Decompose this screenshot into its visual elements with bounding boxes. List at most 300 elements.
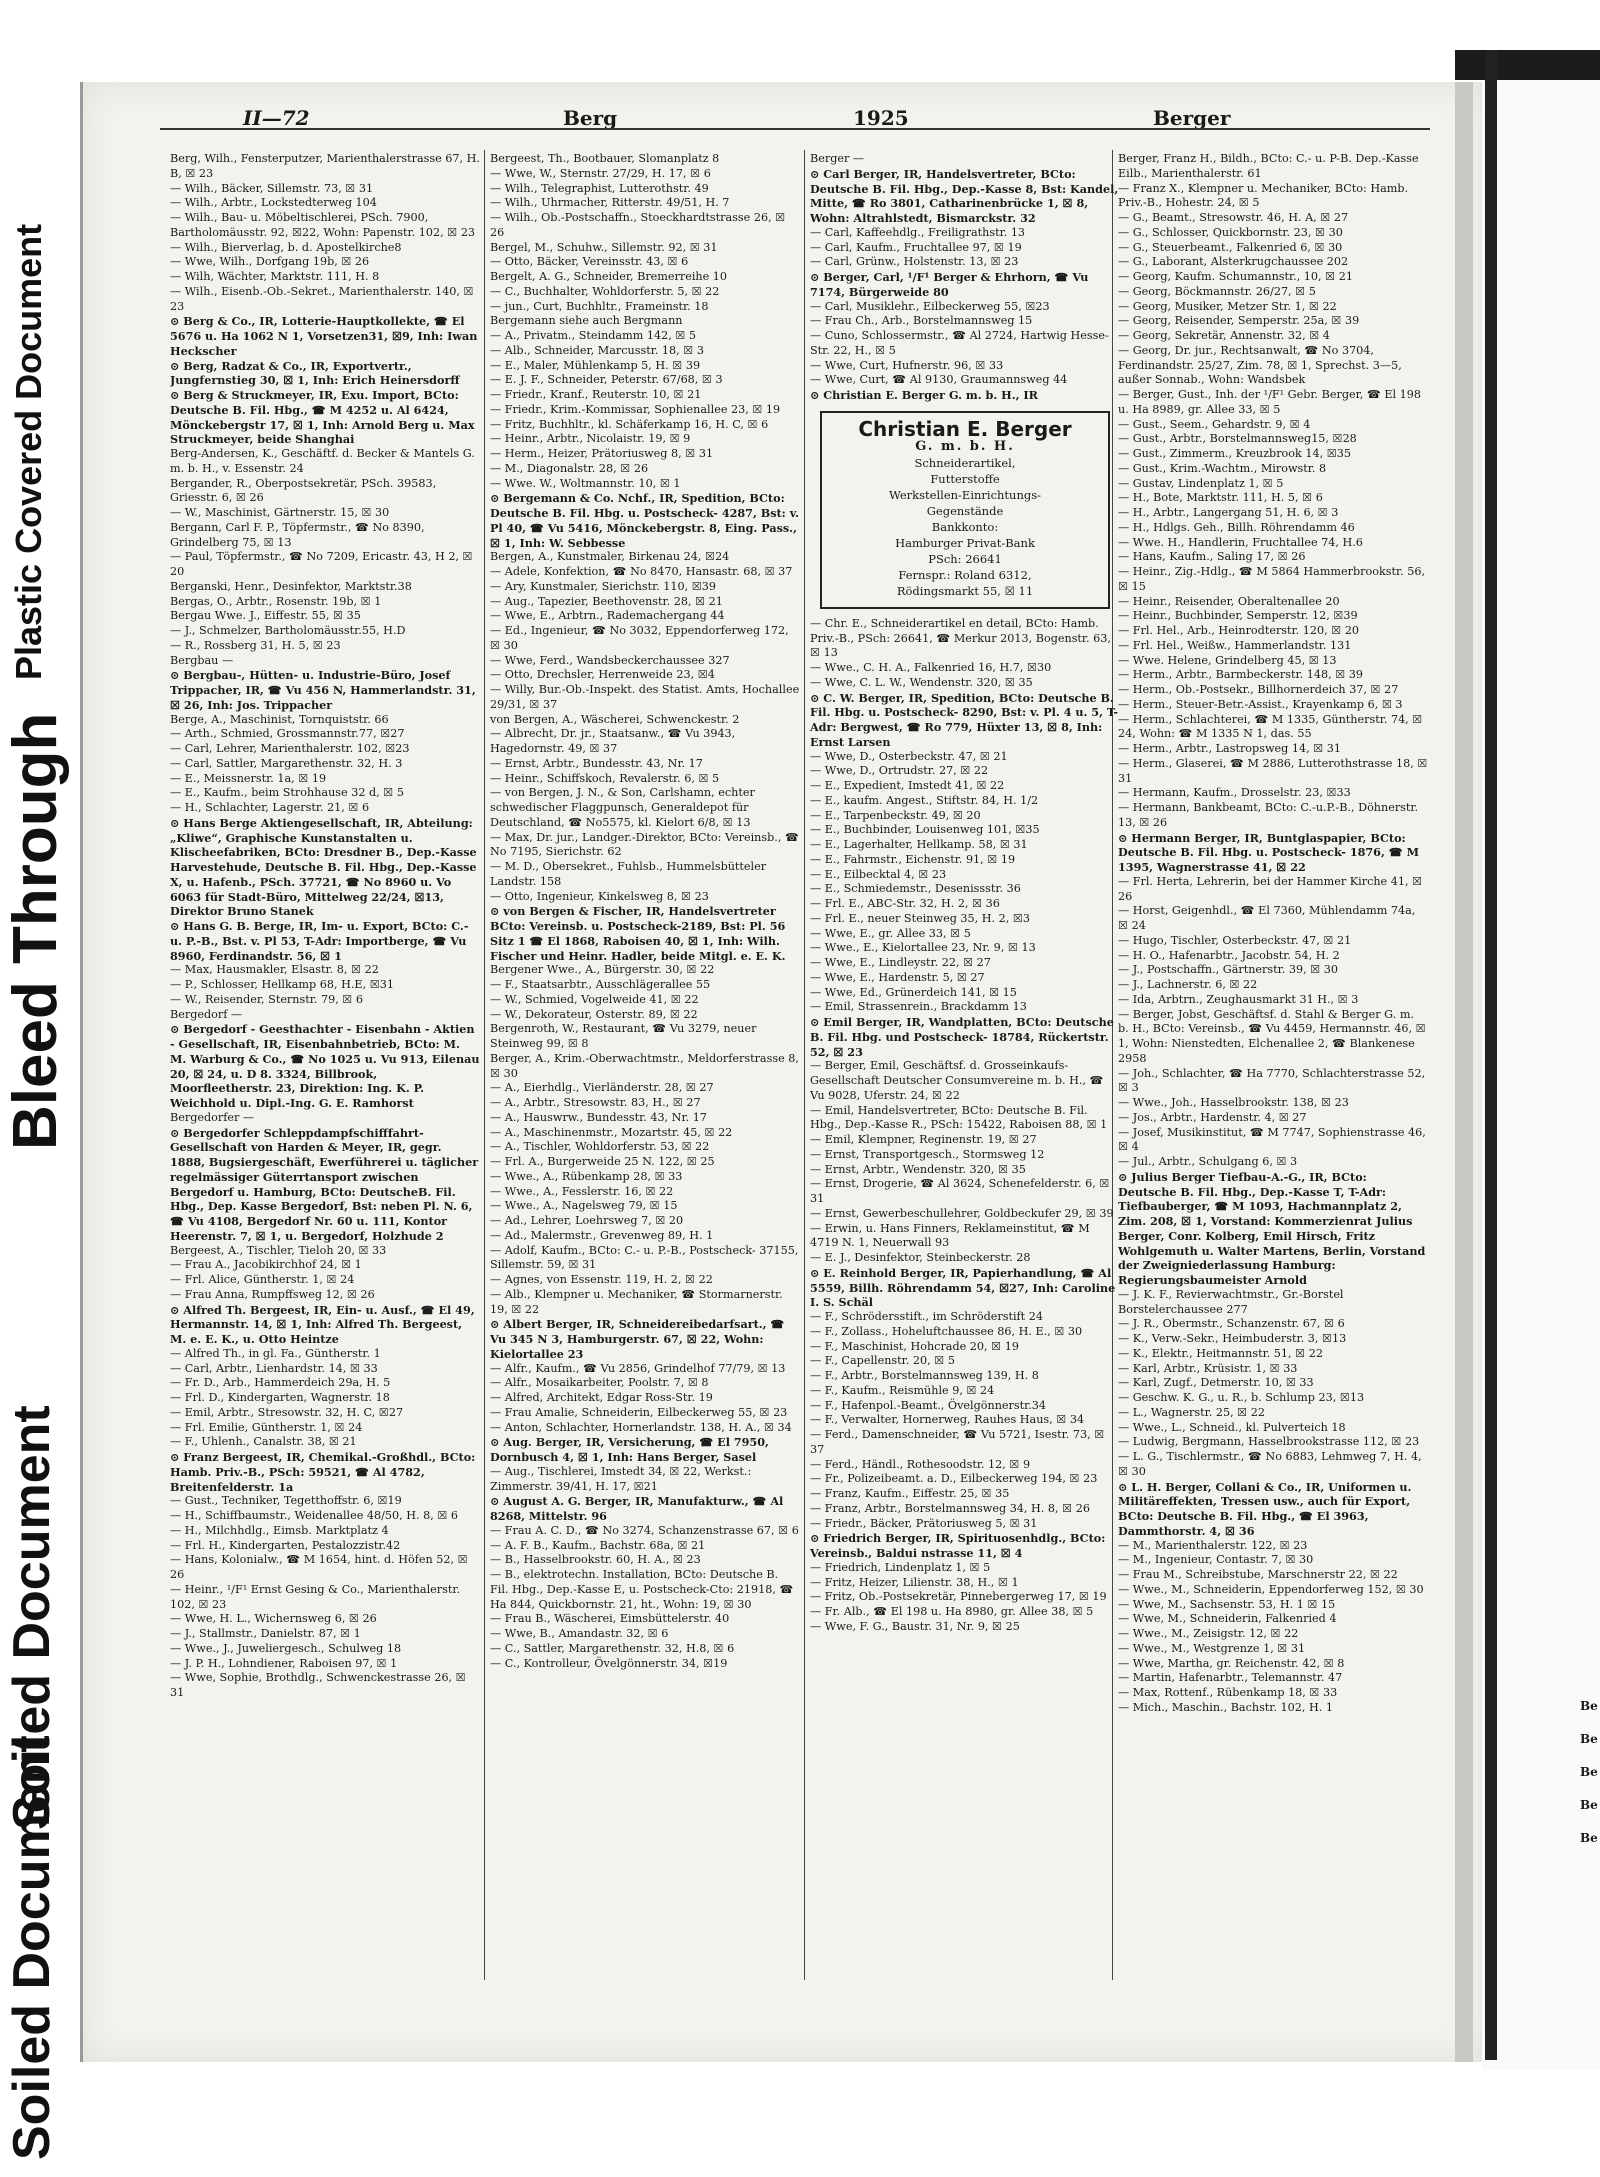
directory-entry: Bergen, A., Kunstmaler, Birkenau 24, ☒24 <box>490 550 730 564</box>
directory-entry: — Fritz, Ob.-Postsekretär, Pinnebergerweg 17, ☒ 19 <box>810 1590 1107 1604</box>
directory-entry: Bergander, R., Oberpostsekretär, PSch. 39583, Griesstr. 6, ☒ 26 <box>170 476 437 505</box>
directory-entry: — F., Kaufm., Reismühle 9, ☒ 24 <box>810 1383 995 1397</box>
directory-entry: — Otto, Ingenieur, Kinkelsweg 8, ☒ 23 <box>490 889 709 903</box>
directory-entry: — J., Stallmstr., Danielstr. 87, ☒ 1 <box>170 1627 361 1640</box>
directory-entry: — Aug., Tischlerei, Imstedt 34, ☒ 22, Werkst.: Zimmerstr. 39/41, H. 17, ☒21 <box>490 1464 752 1493</box>
directory-entry: — Frl. E., ABC-Str. 32, H. 2, ☒ 36 <box>810 897 1000 910</box>
ad-line: Gegenstände <box>926 503 1004 518</box>
directory-entry: — Herm., Arbtr., Lastropsweg 14, ☒ 31 <box>1118 742 1342 755</box>
directory-entry: — C., Sattler, Margarethenstr. 32, H.8, ☒ 6 <box>490 1641 735 1655</box>
edge-letter: Be <box>1580 1831 1598 1845</box>
directory-entry: — Wwe, E., gr. Allee 33, ☒ 5 <box>810 926 971 940</box>
ad-line: PSch: 26641 <box>928 551 1002 566</box>
ad-line: Schneiderartikel, <box>914 455 1016 470</box>
side-label-soiled: Soiled Document <box>3 1405 61 1830</box>
directory-entry: — Ernst, Arbtr., Bundesstr. 43, Nr. 17 <box>490 756 703 770</box>
directory-entry: — Ida, Arbtrn., Zeughausmarkt 31 H., ☒ 3 <box>1118 992 1359 1006</box>
directory-entry: — F., Maschinist, Hohcrade 20, ☒ 19 <box>810 1339 1019 1353</box>
directory-entry: — Jul., Arbtr., Schulgang 6, ☒ 3 <box>1118 1155 1298 1168</box>
directory-entry: — Georg, Sekretär, Annenstr. 32, ☒ 4 <box>1118 329 1330 342</box>
directory-entry: — C., Kontrolleur, Övelgönnerstr. 34, ☒19 <box>490 1656 728 1670</box>
directory-entry: — Gust., Techniker, Tegetthoffstr. 6, ☒19 <box>170 1494 402 1508</box>
directory-entry: ⊙ Christian E. Berger G. m. b. H., IR <box>810 388 1038 402</box>
directory-entry: — Wwe, W., Sternstr. 27/29, H. 17, ☒ 6 <box>490 166 711 180</box>
directory-entry: — Arth., Schmied, Grossmannstr.77, ☒27 <box>170 727 405 741</box>
first-keyword: Berg <box>563 106 618 130</box>
directory-entry: — F., Schrödersstift., im Schröderstift 24 <box>810 1310 1043 1323</box>
directory-entry: — Heinr., Zig.-Hdlg., ☎ M 5864 Hammerbrookstr. 56, ☒ 15 <box>1118 565 1426 593</box>
directory-entry: — Frl. H., Kindergarten, Pestalozzistr.42 <box>170 1538 401 1552</box>
directory-entry: — Max, Dr. jur., Landger.-Direktor, BCto: Vereinsb., ☎ No 7195, Sierichstr. 62 <box>490 830 799 859</box>
directory-entry: — M., Ingenieur, Contastr. 7, ☒ 30 <box>1118 1553 1314 1567</box>
directory-entry: — Frl. Hel., Weißw., Hammerlandstr. 131 <box>1118 638 1352 652</box>
directory-entry: — Frau Ch., Arb., Borstelmannsweg 15 <box>810 314 1033 328</box>
directory-entry: — Otto, Bäcker, Vereinsstr. 43, ☒ 6 <box>490 255 689 269</box>
directory-entry: ⊙ Julius Berger Tiefbau-A.-G., IR, BCto: Deutsche B. Fil. Hbg., Dep.-Kasse T, T-Adr: Tiefbauberger, ☎ M 1093, Hachmannplatz 2, Zim. 208, ☒ 1, Vorstand: Kommerzienrat Julius Berger, Conr. Kolberg, Emil Hirsch, Fritz Wohlgemuth u. Walter Martens, Berlin, Vorstand der Zweigniederlassung Hamburg: Regierungsbaumeister Arnold <box>1118 1169 1426 1287</box>
year: 1925 <box>853 106 909 130</box>
directory-entry: — F., Hafenpol.-Beamt., Övelgönnerstr.34 <box>810 1398 1047 1412</box>
directory-entry: — Frau B., Wäscherei, Eimsbüttelerstr. 40 <box>490 1612 730 1626</box>
directory-entry: — E., Buchbinder, Louisenweg 101, ☒35 <box>810 823 1040 837</box>
directory-entry: Bergas, O., Arbtr., Rosenstr. 19b, ☒ 1 <box>170 594 382 608</box>
directory-entry: — Hermann, Kaufm., Drosselstr. 23, ☒33 <box>1118 786 1351 800</box>
directory-entry: — A., Tischler, Wohldorferstr. 53, ☒ 22 <box>490 1140 710 1154</box>
directory-entry: — Adolf, Kaufm., BCto: C.- u. P.-B., Postscheck- 37155, Sillemstr. 59, ☒ 31 <box>490 1243 799 1272</box>
directory-entry: — H., Bote, Marktstr. 111, H. 5, ☒ 6 <box>1118 491 1323 505</box>
directory-entry: — Wwe, F. G., Baustr. 31, Nr. 9, ☒ 25 <box>810 1619 1020 1633</box>
directory-entry: — Fritz, Heizer, Lilienstr. 38, H., ☒ 1 <box>810 1575 1019 1589</box>
column-4 <box>1118 152 1428 1982</box>
directory-entry: — W., Schmied, Vogelweide 41, ☒ 22 <box>490 992 699 1006</box>
directory-entry: — Heinr., ¹/F¹ Ernst Gesing & Co., Marienthalerstr. 102, ☒ 23 <box>170 1582 461 1611</box>
page-gutter-shadow <box>1455 82 1473 2062</box>
directory-entry: Bergenroth, W., Restaurant, ☎ Vu 3279, neuer Steinweg 99, ☒ 8 <box>490 1022 757 1050</box>
directory-entry: — Wwe., A., Rübenkamp 28, ☒ 33 <box>490 1169 683 1183</box>
directory-entry: Bergelt, A. G., Schneider, Bremerreihe 10 <box>490 270 728 283</box>
directory-entry: ⊙ Bergedorf - Geesthachter - Eisenbahn - Aktien - Gesellschaft, IR, Eisenbahnbetrieb, BCto: M. M. Warburg & Co., ☎ No 1025 u. Vu 913, Eilenau 20, ☒ 24, u. D 8. 3324, Billbrook, Moorfleetherstr. 23, Direktion: Ing. K. P. Weichhold u. Dipl.-Ing. G. E. Ramhorst <box>170 1022 480 1110</box>
directory-entry: — Horst, Geigenhdl., ☎ El 7360, Mühlendamm 74a, ☒ 24 <box>1118 904 1416 932</box>
directory-entry: Bergel, M., Schuhw., Sillemstr. 92, ☒ 31 <box>490 240 718 254</box>
edge-letter: Be <box>1580 1699 1598 1713</box>
ad-line: Werkstellen-Einrichtungs- <box>888 487 1042 502</box>
directory-entry: — Wilh, Wächter, Marktstr. 111, H. 8 <box>170 270 380 283</box>
directory-entry: — Wilh., Bäcker, Sillemstr. 73, ☒ 31 <box>170 181 374 195</box>
ad-line: Hamburger Privat-Bank <box>895 535 1035 550</box>
directory-entry: Bergener Wwe., A., Bürgerstr. 30, ☒ 22 <box>490 963 715 977</box>
directory-entry: — C., Buchhalter, Wohldorferstr. 5, ☒ 22 <box>490 284 720 298</box>
directory-entry: — Berger, Jobst, Geschäftsf. d. Stahl & Berger G. m. b. H., BCto: Vereinsb., ☎ Vu 4459, Hermannstr. 46, ☒ 1, Wohn: Nienstedten, Elchenallee 2, ☎ Blankenese 2958 <box>1118 1007 1426 1065</box>
directory-entry: — Frl. Hel., Arb., Heinrodterstr. 120, ☒ 20 <box>1118 624 1360 637</box>
directory-entry: ⊙ C. W. Berger, IR, Spedition, BCto: Deutsche B. Fil. Hbg. u. Postscheck- 8290, Bst: v. Pl. 4 u. 5, T-Adr: Bergwest, ☎ Ro 779, Hüxter 13, ☒ 8, Inh: Ernst Larsen <box>810 690 1118 749</box>
directory-entry: — G., Steuerbeamt., Falkenried 6, ☒ 30 <box>1118 240 1343 254</box>
binding-spine <box>1485 50 1497 2060</box>
directory-entry: — Carl, Sattler, Margarethenstr. 32, H. 3 <box>170 756 403 770</box>
directory-entry: — M., Marienthalerstr. 122, ☒ 23 <box>1118 1538 1308 1552</box>
ad-line: Bankkonto: <box>931 519 999 534</box>
directory-entry: — Franz, Arbtr., Borstelmannsweg 34, H. 8, ☒ 26 <box>810 1501 1090 1515</box>
directory-entry: ⊙ Bergemann & Co. Nchf., IR, Spedition, BCto: Deutsche B. Fil. Hbg. u. Postscheck- 4287, Bst: v. Pl 40, ☎ Vu 5416, Mönckebergstr. 8, Eing. Pass., ☒ 1, Inh: W. Sebbesse <box>490 491 799 550</box>
directory-entry: ⊙ Carl Berger, IR, Handelsvertreter, BCto: Deutsche B. Fil. Hbg., Dep.-Kasse 8, Bst: Kandel, Mitte, ☎ Ro 3801, Catharinenbrücke 1, ☒ 8, Wohn: Altrahlstedt, Bismarckstr. 32 <box>810 166 1119 225</box>
directory-entry: — Wwe, Martha, gr. Reichenstr. 42, ☒ 8 <box>1118 1656 1345 1670</box>
directory-entry: — Gust., Seem., Gehardstr. 9, ☒ 4 <box>1118 417 1311 431</box>
directory-entry: ⊙ Berg, Radzat & Co., IR, Exportvertr., Jungfernstieg 30, ☒ 1, Inh: Erich Heinersdorff <box>170 358 460 388</box>
directory-entry: — Hugo, Tischler, Osterbeckstr. 47, ☒ 21 <box>1118 933 1352 947</box>
directory-entry: — Herm., Ob.-Postsekr., Billhornerdeich 37, ☒ 27 <box>1118 683 1399 696</box>
directory-entry: — Adele, Konfektion, ☎ No 8470, Hansastr. 68, ☒ 37 <box>490 565 793 578</box>
side-labels <box>0 0 70 2177</box>
directory-entry: — H., Schlachter, Lagerstr. 21, ☒ 6 <box>170 801 370 814</box>
directory-entry: — K., Verw.-Sekr., Heimbuderstr. 3, ☒13 <box>1118 1332 1347 1345</box>
directory-entry: — Frl. D., Kindergarten, Wagnerstr. 18 <box>170 1391 390 1404</box>
directory-entry: — H., Hdlgs. Geh., Billh. Röhrendamm 46 <box>1118 520 1355 534</box>
ad-title: Christian E. Berger <box>858 416 1072 441</box>
directory-entry: — Ludwig, Bergmann, Hasselbrookstrasse 112, ☒ 23 <box>1118 1435 1420 1449</box>
directory-entry: ⊙ Hermann Berger, IR, Buntglaspapier, BCto: Deutsche B. Fil. Hbg. u. Postscheck- 1876, ☎ M 1395, Wagnerstrasse 41, ☒ 22 <box>1118 830 1419 874</box>
directory-entry: — Wwe., M., Westgrenze 1, ☒ 31 <box>1118 1641 1306 1655</box>
directory-entry: — Alfr., Mosaikarbeiter, Poolstr. 7, ☒ 8 <box>490 1376 709 1390</box>
directory-entry: — Berger, Gust., Inh. der ¹/F¹ Gebr. Berger, ☎ El 198 u. Ha 8989, gr. Allee 33, ☒ 5 <box>1118 388 1421 416</box>
directory-entry: — Ernst, Transportgesch., Stormsweg 12 <box>810 1147 1045 1161</box>
directory-entry: — Carl, Arbtr., Lienhardstr. 14, ☒ 33 <box>170 1361 378 1375</box>
directory-entry: — Wwe. H., Handlerin, Fruchtallee 74, H.6 <box>1118 535 1363 549</box>
directory-entry: — Carl, Musiklehr., Eilbeckerweg 55, ☒23 <box>810 299 1050 313</box>
directory-entry: — Wilh., Eisenb.-Ob.-Sekret., Marienthalerstr. 140, ☒ 23 <box>170 284 474 313</box>
directory-entry: — Berger, Emil, Geschäftsf. d. Grosseinkaufs-Gesellschaft Deutscher Consumvereine m. b. H., ☎ Vu 9028, Uferstr. 24, ☒ 22 <box>810 1059 1104 1102</box>
directory-entry: — J. P. H., Lohndiener, Raboisen 97, ☒ 1 <box>170 1656 398 1670</box>
directory-entry: — Gust., Zimmerm., Kreuzbrook 14, ☒35 <box>1118 447 1351 460</box>
directory-entry: — A., Arbtr., Stresowstr. 83, H., ☒ 27 <box>490 1096 701 1109</box>
directory-entry: — Hermann, Bankbeamt, BCto: C.-u.P.-B., Döhnerstr. 13, ☒ 26 <box>1118 801 1419 829</box>
advertisement-box <box>820 411 1110 609</box>
directory-entry: — F., Staatsarbtr., Ausschlägerallee 55 <box>490 978 711 991</box>
directory-entry: — Wwe, Sophie, Brothdlg., Schwenckestrasse 26, ☒ 31 <box>170 1671 466 1699</box>
directory-entry: — Alb., Klempner u. Mechaniker, ☎ Stormarnerstr. 19, ☒ 22 <box>490 1287 783 1316</box>
directory-entry: — Heinr., Buchbinder, Semperstr. 12, ☒39 <box>1118 609 1358 623</box>
directory-entry: Berger, Franz H., Bildh., BCto: C.- u. P-B. Dep.-Kasse Eilb., Marienthalerstr. 61 <box>1118 152 1419 180</box>
directory-entry: — E., kaufm. Angest., Stiftstr. 84, H. 1/2 <box>810 793 1039 807</box>
directory-entry: ⊙ Friedrich Berger, IR, Spirituosenhdlg., BCto: Vereinsb., Baldui nstrasse 11, ☒ 4 <box>810 1531 1106 1560</box>
directory-entry: — E., Kaufm., beim Strohhause 32 d, ☒ 5 <box>170 786 404 800</box>
directory-entry: — Wwe, B., Amandastr. 32, ☒ 6 <box>490 1627 669 1640</box>
directory-entry: — Frl. Herta, Lehrerin, bei der Hammer Kirche 41, ☒ 26 <box>1118 874 1423 903</box>
directory-entry: — E., Lagerhalter, Hellkamp. 58, ☒ 31 <box>810 838 1028 851</box>
directory-entry: — Wwe, C. L. W., Wendenstr. 320, ☒ 35 <box>810 675 1033 689</box>
directory-entry: — Georg, Musiker, Metzer Str. 1, ☒ 22 <box>1118 299 1337 313</box>
directory-entry: — Carl, Kaufm., Fruchtallee 97, ☒ 19 <box>810 240 1022 254</box>
directory-entry: — Chr. E., Schneiderartikel en detail, BCto: Hamb. Priv.-B., PSch: 26641, ☎ Merkur 2013, Bogenstr. 63, ☒ 13 <box>810 616 1111 660</box>
directory-entry: — K., Elektr., Heitmannstr. 51, ☒ 22 <box>1118 1346 1323 1360</box>
ad-line: Fernspr.: Roland 6312, <box>898 567 1032 582</box>
directory-entry: — Ad., Malermstr., Grevenweg 89, H. 1 <box>490 1228 714 1242</box>
edge-letter: Be <box>1580 1798 1598 1812</box>
directory-entry: — jun., Curt, Buchhltr., Frameinstr. 18 <box>490 299 709 313</box>
directory-entry: — E., Meissnerstr. 1a, ☒ 19 <box>170 771 327 785</box>
directory-entry: — Herm., Heizer, Prätoriusweg 8, ☒ 31 <box>490 447 714 460</box>
directory-entry: — Wwe., A., Fesslerstr. 16, ☒ 22 <box>490 1184 674 1198</box>
directory-entry: — Emil, Strassenrein., Brackdamm 13 <box>810 1000 1027 1014</box>
directory-entry: — Ernst, Drogerie, ☎ Al 3624, Schenefelderstr. 6, ☒ 31 <box>810 1177 1110 1205</box>
directory-entry: — Friedr., Krim.-Kommissar, Sophienallee 23, ☒ 19 <box>490 402 781 416</box>
directory-entry: — Wwe, H. L., Wichernsweg 6, ☒ 26 <box>170 1612 377 1626</box>
directory-entry: — Wwe, Curt, ☎ Al 9130, Graumannsweg 44 <box>810 373 1068 387</box>
directory-entry: — B., Hasselbrookstr. 60, H. A., ☒ 23 <box>490 1553 701 1567</box>
directory-entry: — Wilh., Ob.-Postschaffn., Stoeckhardtstrasse 26, ☒ 26 <box>490 211 786 239</box>
directory-entry: — Herm., Arbtr., Barmbeckerstr. 148, ☒ 39 <box>1118 668 1364 682</box>
directory-entry: — G., Laborant, Alsterkrugchaussee 202 <box>1118 255 1349 269</box>
directory-entry: ⊙ Bergedorfer Schleppdampfschifffahrt-Gesellschaft von Harden & Meyer, IR, gegr. 1888, Bugsiergeschäft, Ewerführerei u. täglicher regelmässiger Güterrtansport zwischen Bergedorf u. Hamburg, BCto: DeutscheB. Fil. Hbg., Dep. Kasse Bergedorf, Bst: neben Pl. N. 6, ☎ Vu 4108, Bergedorf Nr. 60 u. 111, Kontor Heerenstr. 7, ☒ 1, u. Bergedorf, Holzhude 2 <box>170 1125 479 1243</box>
directory-entry: ⊙ August A. G. Berger, IR, Manufakturw., ☎ Al 8268, Mittelstr. 96 <box>490 1494 784 1523</box>
directory-entry: — E., Fahrmstr., Eichenstr. 91, ☒ 19 <box>810 852 1016 866</box>
directory-entry: — Wilh., Telegraphist, Lutterothstr. 49 <box>490 181 709 195</box>
directory-entry: — J., Lachnerstr. 6, ☒ 22 <box>1118 978 1258 991</box>
edge-letter: Be <box>1580 1732 1598 1746</box>
directory-entry: — Wwe., E., Kielortallee 23, Nr. 9, ☒ 13 <box>810 941 1036 955</box>
directory-entry: — Fr., Polizeibeamt. a. D., Eilbeckerweg 194, ☒ 23 <box>810 1472 1098 1486</box>
directory-entry: — Wwe., Joh., Hasselbrookstr. 138, ☒ 23 <box>1118 1096 1349 1109</box>
directory-entry: — Carl, Grünw., Holstenstr. 13, ☒ 23 <box>810 255 1019 269</box>
directory-entry: — W., Dekorateur, Osterstr. 89, ☒ 22 <box>490 1007 698 1021</box>
directory-entry: — J. R., Obermstr., Schanzenstr. 67, ☒ 6 <box>1118 1317 1345 1331</box>
directory-entry: — L. G., Tischlermstr., ☎ No 6883, Lehmweg 7, H. 4, ☒ 30 <box>1118 1450 1422 1478</box>
directory-entry: — Karl, Arbtr., Krüsistr. 1, ☒ 33 <box>1118 1361 1298 1375</box>
directory-entry: — Ary, Kunstmaler, Sierichstr. 110, ☒39 <box>490 579 717 593</box>
directory-entry: — A., Privatm., Steindamm 142, ☒ 5 <box>490 329 697 342</box>
directory-entry: — F., Uhlenh., Canalstr. 38, ☒ 21 <box>170 1435 357 1449</box>
directory-entry: — H., Schiffbaumstr., Weidenallee 48/50, H. 8, ☒ 6 <box>170 1509 459 1522</box>
directory-entry: — Mich., Maschin., Bachstr. 102, H. 1 <box>1118 1700 1333 1714</box>
directory-entry: ⊙ Aug. Berger, IR, Versicherung, ☎ El 7950, Dornbusch 4, ☒ 1, Inh: Hans Berger, Sasel <box>490 1435 769 1464</box>
directory-entry: — F., Arbtr., Borstelmannsweg 139, H. 8 <box>810 1369 1039 1382</box>
column-3 <box>810 152 1120 1982</box>
directory-entry: — G., Schlosser, Quickbornstr. 23, ☒ 30 <box>1118 225 1343 239</box>
directory-entry: von Bergen, A., Wäscherei, Schwenckestr. 2 <box>490 712 740 726</box>
directory-entry: — Frau Amalie, Schneiderin, Eilbeckerweg 55, ☒ 23 <box>490 1405 788 1419</box>
directory-entry: — Wwe, D., Osterbeckstr. 47, ☒ 21 <box>810 749 1008 763</box>
last-keyword: Berger <box>1153 106 1231 130</box>
directory-entry: — Wwe. W., Woltmannstr. 10, ☒ 1 <box>490 476 681 490</box>
directory-entry: — Wwe., M., Schneiderin, Eppendorferweg 152, ☒ 30 <box>1118 1582 1424 1596</box>
directory-entry: Berge, A., Maschinist, Tornquiststr. 66 <box>170 712 389 726</box>
directory-entry: — Alb., Schneider, Marcusstr. 18, ☒ 3 <box>490 343 704 357</box>
directory-entry: — J., Schmelzer, Bartholomäusstr.55, H.D <box>170 624 406 637</box>
directory-entry: — Wilh., Bau- u. Möbeltischlerei, PSch. 7900, Bartholomäusstr. 92, ☒22, Wohn: Papenstr. 102, ☒ 23 <box>170 211 476 239</box>
ad-subtitle: G. m. b. H. <box>915 438 1015 454</box>
directory-entry: ⊙ Berg & Struckmeyer, IR, Exu. Import, BCto: Deutsche B. Fil. Hbg., ☎ M 4252 u. Al 6424, Mönckebergstr 17, ☒ 1, Inh: Arnold Berg u. Max Struckmeyer, beide Shanghai <box>170 388 475 447</box>
directory-entry: — Wwe, Curt, Hufnerstr. 96, ☒ 33 <box>810 358 1004 372</box>
directory-entry: — Georg, Dr. jur., Rechtsanwalt, ☎ No 3704, Ferdinandstr. 25/27, Zim. 78, ☒ 1, Sprechst. 3—5, außer Sonnab., Wohn: Wandsbek <box>1118 343 1402 387</box>
directory-entry: — Herm., Schlachterei, ☎ M 1335, Güntherstr. 74, ☒ 24, Wohn: ☎ M 1335 N 1, das. 55 <box>1118 712 1423 741</box>
directory-entry: — Herm., Glaserei, ☎ M 2886, Lutterothstrasse 18, ☒ 31 <box>1118 756 1428 785</box>
directory-entry: — Fr. D., Arb., Hammerdeich 29a, H. 5 <box>170 1376 391 1390</box>
directory-entry: — Frl. Emilie, Güntherstr. 1, ☒ 24 <box>170 1420 363 1434</box>
directory-entry: — Georg, Kaufm. Schumannstr., 10, ☒ 21 <box>1118 270 1353 283</box>
directory-entry: ⊙ von Bergen & Fischer, IR, Handelsvertreter BCto: Vereinsb. u. Postscheck-2189, Bst: Pl. 56 Sitz 1 ☎ El 1868, Raboisen 40, ☒ 1, Inh: Wilh. Fischer und Heinr. Hadler, beide Mitgl. e. E. K. <box>490 904 786 963</box>
directory-entry: — Max, Rottenf., Rübenkamp 18, ☒ 33 <box>1118 1686 1338 1699</box>
directory-entry: — A., Hauswrw., Bundesstr. 43, Nr. 17 <box>490 1110 707 1124</box>
directory-entry: — Wwe, M., Sachsenstr. 53, H. 1 ☒ 15 <box>1118 1597 1336 1611</box>
directory-entry: Bergemann siehe auch Bergmann <box>490 314 683 328</box>
directory-entry: — Erwin, u. Hans Finners, Reklameinstitut, ☎ M 4719 N. 1, Neuerwall 93 <box>810 1221 1090 1250</box>
page-number: II—72 <box>243 106 310 130</box>
directory-entry: ⊙ Emil Berger, IR, Wandplatten, BCto: Deutsche B. Fil. Hbg. und Postscheck- 18784, Rückertstr. 52, ☒ 23 <box>810 1015 1114 1059</box>
directory-entry: — J., Postschaffn., Gärtnerstr. 39, ☒ 30 <box>1118 963 1339 977</box>
directory-entry: — Karl, Zugf., Detmerstr. 10, ☒ 33 <box>1118 1376 1314 1390</box>
directory-entry: — Paul, Töpfermstr., ☎ No 7209, Ericastr. 43, H 2, ☒ 20 <box>170 550 473 578</box>
directory-entry: — Frau Anna, Rumpffsweg 12, ☒ 26 <box>170 1287 375 1301</box>
directory-entry: — A. F. B., Kaufm., Bachstr. 68a, ☒ 21 <box>490 1538 706 1552</box>
directory-entry: — Frl. A., Burgerweide 25 N. 122, ☒ 25 <box>490 1155 715 1168</box>
page-header <box>163 100 1423 140</box>
directory-entry: — B., elektrotechn. Installation, BCto: Deutsche B. Fil. Hbg., Dep.-Kasse E, u. Postscheck-Cto: 21918, ☎ Ha 844, Quickbornstr. 21, ht., Wohn: 19, ☒ 30 <box>490 1568 794 1611</box>
directory-entry: — Emil, Arbtr., Stresowstr. 32, H. C, ☒27 <box>170 1405 404 1419</box>
directory-entry: — E., Expedient, Imstedt 41, ☒ 22 <box>810 779 1005 792</box>
directory-entry: — Willy, Bur.-Ob.-Inspekt. des Statist. Amts, Hochallee 29/31, ☒ 37 <box>490 683 800 711</box>
directory-entry: — Frl. E., neuer Steinweg 35, H. 2, ☒3 <box>810 911 1031 925</box>
directory-entry: — Ernst, Arbtr., Wendenstr. 320, ☒ 35 <box>810 1162 1026 1176</box>
directory-entry: — H., Milchhdlg., Eimsb. Marktplatz 4 <box>170 1523 389 1537</box>
directory-entry: — Alfred Th., in gl. Fa., Güntherstr. 1 <box>170 1346 381 1360</box>
directory-entry: — H. O., Hafenarbtr., Jacobstr. 54, H. 2 <box>1118 948 1340 962</box>
ad-line: Futterstoffe <box>930 471 1000 486</box>
directory-entry: — A., Eierhdlg., Vierländerstr. 28, ☒ 27 <box>490 1081 714 1095</box>
directory-entry: Bergeest, A., Tischler, Tieloh 20, ☒ 33 <box>170 1243 387 1257</box>
directory-entry: — Wilh., Uhrmacher, Ritterstr. 49/51, H. 7 <box>490 196 730 210</box>
directory-entry: — R., Rossberg 31, H. 5, ☒ 23 <box>170 638 341 652</box>
directory-entry: — Wwe., M., Zeisigstr. 12, ☒ 22 <box>1118 1627 1299 1640</box>
directory-entry: — M. D., Obersekret., Fuhlsb., Hummelsbütteler Landstr. 158 <box>490 860 767 888</box>
directory-entry: — Ad., Lehrer, Loehrsweg 7, ☒ 20 <box>490 1214 684 1227</box>
directory-entry: — Wwe., J., Juweliergesch., Schulweg 18 <box>170 1641 402 1655</box>
directory-entry: ⊙ Alfred Th. Bergeest, IR, Ein- u. Ausf., ☎ El 49, Hermannstr. 14, ☒ 1, Inh: Alfred Th. Bergeest, M. e. E. K., u. Otto Heintze <box>170 1302 475 1346</box>
ad-line: Rödingsmarkt 55, ☒ 11 <box>896 583 1034 598</box>
directory-entry: — E. J., Desinfektor, Steinbeckerstr. 28 <box>810 1251 1031 1264</box>
directory-entry: — Geschw. K. G., u. R., b. Schlump 23, ☒13 <box>1118 1391 1365 1404</box>
directory-entry: — Friedrich, Lindenplatz 1, ☒ 5 <box>810 1560 991 1574</box>
directory-entry: — G., Beamt., Stresowstr. 46, H. A, ☒ 27 <box>1118 211 1349 224</box>
directory-entry: — Georg, Reisender, Semperstr. 25a, ☒ 39 <box>1118 314 1360 328</box>
directory-entry: — Aug., Tapezier, Beethovenstr. 28, ☒ 21 <box>490 594 723 608</box>
directory-entry: — Wwe, M., Schneiderin, Falkenried 4 <box>1118 1612 1337 1626</box>
directory-entry: — Carl, Kaffeehdlg., Freiligrathstr. 13 <box>810 225 1026 239</box>
directory-entry: — Wwe, E., Hardenstr. 5, ☒ 27 <box>810 970 985 984</box>
directory-entry: — Emil, Handelsvertreter, BCto: Deutsche B. Fil. Hbg., Dep.-Kasse R., PSch: 15422, Raboisen 88, ☒ 1 <box>810 1103 1108 1132</box>
directory-entry: — Alfred, Architekt, Edgar Ross-Str. 19 <box>490 1391 713 1404</box>
directory-entry: — Joh., Schlachter, ☎ Ha 7770, Schlachterstrasse 52, ☒ 3 <box>1118 1066 1426 1095</box>
directory-entry: — Friedr., Bäcker, Prätoriusweg 5, ☒ 31 <box>810 1516 1038 1530</box>
directory-entry: — Herm., Steuer-Betr.-Assist., Krayenkamp 6, ☒ 3 <box>1118 697 1403 711</box>
directory-entry: — Alfr., Kaufm., ☎ Vu 2856, Grindelhof 77/79, ☒ 13 <box>490 1361 786 1375</box>
directory-entry: — Josef, Musikinstitut, ☎ M 7747, Sophienstrasse 46, ☒ 4 <box>1118 1125 1426 1154</box>
directory-entry: — W., Reisender, Sternstr. 79, ☒ 6 <box>170 992 364 1006</box>
header-rule <box>160 128 1430 130</box>
directory-entry: — Jos., Arbtr., Hardenstr. 4, ☒ 27 <box>1118 1110 1307 1124</box>
directory-entry: — Carl, Lehrer, Marienthalerstr. 102, ☒23 <box>170 742 410 755</box>
directory-entry: — Max, Hausmakler, Elsastr. 8, ☒ 22 <box>170 963 379 977</box>
directory-entry: ⊙ Hans Berge Aktiengesellschaft, IR, Abteilung: „Kliwe“, Graphische Kunstanstalten u. Klischeefabriken, BCto: Dresdner B., Dep.-Kasse Harvestehude, Deutsche B. Fil. Hbg., Dep.-Kasse X, u. Hafenb., PSch. 37721, ☎ No 8960 u. Vo 6063 für Stadt-Büro, Mittelweg 22/24, ☒13, Direktor Bruno Stanek <box>170 815 477 919</box>
directory-entry: — H., Arbtr., Langergang 51, H. 6, ☒ 3 <box>1118 506 1339 519</box>
column-divider <box>484 150 485 1980</box>
directory-entry: — Frau M., Schreibstube, Marschnerstr 22, ☒ 22 <box>1118 1568 1398 1581</box>
next-page-letters <box>1580 1690 1600 1855</box>
directory-entry: ⊙ Franz Bergeest, IR, Chemikal.-Großhdl., BCto: Hamb. Priv.-B., PSch: 59521, ☎ Al 4782, Breitenfelderstr. 1a <box>170 1450 476 1494</box>
directory-entry: — Georg, Böckmannstr. 26/27, ☒ 5 <box>1118 284 1316 298</box>
directory-entry: — E., Schmiedemstr., Desenissstr. 36 <box>810 882 1021 896</box>
side-label-bleed: Bleed Through <box>1 712 70 1150</box>
directory-entry: — Wwe, Wilh., Dorfgang 19b, ☒ 26 <box>170 255 370 269</box>
directory-entry: — Wwe. Helene, Grindelberg 45, ☒ 13 <box>1118 653 1337 667</box>
edge-letter: Be <box>1580 1765 1598 1779</box>
binding-top <box>1455 50 1600 80</box>
directory-entry: Berganski, Henr., Desinfektor, Marktstr.38 <box>170 579 412 593</box>
directory-entry: ⊙ Berger, Carl, ¹/F¹ Berger & Ehrhorn, ☎ Vu 7174, Bürgerweide 80 <box>810 270 1089 299</box>
directory-entry: — Agnes, von Essenstr. 119, H. 2, ☒ 22 <box>490 1273 713 1286</box>
directory-entry: — E. J. F., Schneider, Peterstr. 67/68, ☒ 3 <box>490 373 723 387</box>
directory-entry: — Emil, Klempner, Reginenstr. 19, ☒ 27 <box>810 1133 1037 1146</box>
directory-entry: — Heinr., Arbtr., Nicolaistr. 19, ☒ 9 <box>490 432 691 446</box>
side-label-soiled-2: Soiled Document <box>3 1735 61 2160</box>
directory-entry: — Wwe., L., Schneid., kl. Pulverteich 18 <box>1118 1420 1346 1434</box>
directory-entry: — Gust., Arbtr., Borstelmannsweg15, ☒28 <box>1118 432 1357 446</box>
directory-entry: Bergann, Carl F. P., Töpfermstr., ☎ No 8390, Grindelberg 75, ☒ 13 <box>170 520 425 549</box>
directory-entry: — Ferd., Händl., Rothesoodstr. 12, ☒ 9 <box>810 1457 1031 1471</box>
directory-entry: — Wwe, Ferd., Wandsbeckerchaussee 327 <box>490 653 730 667</box>
directory-entry: Bergedorfer — <box>170 1110 255 1124</box>
directory-entry: — von Bergen, J. N., & Son, Carlshamn, echter schwedischer Flaggpunsch, Generaldepot für Deutschland, ☎ No5575, kl. Kielort 6/8, ☒ 13 <box>490 786 755 829</box>
directory-entry: — Wwe, E., Arbtrn., Rademachergang 44 <box>490 609 725 623</box>
directory-entry: — Friedr., Kranf., Reuterstr. 10, ☒ 21 <box>490 388 702 401</box>
directory-entry: — Wwe, D., Ortrudstr. 27, ☒ 22 <box>810 764 989 778</box>
directory-entry: — E., Maler, Mühlenkamp 5, H. ☒ 39 <box>490 358 701 372</box>
directory-entry: — Franz, Kaufm., Eiffestr. 25, ☒ 35 <box>810 1487 1010 1500</box>
directory-entry: — Anton, Schlachter, Hornerlandstr. 138, H. A., ☒ 34 <box>490 1420 792 1434</box>
directory-entry: — Martin, Hafenarbtr., Telemannstr. 47 <box>1118 1671 1343 1685</box>
directory-entry: Berger, A., Krim.-Oberwachtmstr., Meldorferstrasse 8, ☒ 30 <box>490 1051 799 1080</box>
directory-entry: — F., Zollass., Hoheluftchaussee 86, H. E., ☒ 30 <box>810 1324 1083 1338</box>
directory-entry: — Ferd., Damenschneider, ☎ Vu 5721, Isestr. 73, ☒ 37 <box>810 1428 1105 1456</box>
directory-entry: — Gust., Krim.-Wachtm., Mirowstr. 8 <box>1118 461 1327 475</box>
directory-entry: — Otto, Drechsler, Herrenweide 23, ☒4 <box>490 668 715 682</box>
directory-entry: ⊙ Albert Berger, IR, Schneidereibedarfsart., ☎ Vu 345 N 3, Hamburgerstr. 67, ☒ 22, Wohn: Kielortallee 23 <box>490 1317 785 1361</box>
directory-entry: ⊙ E. Reinhold Berger, IR, Papierhandlung, ☎ Al 5559, Billh. Röhrendamm 54, ☒27, Inh: Caroline I. S. Schäl <box>810 1265 1116 1310</box>
directory-entry: ⊙ Bergbau-, Hütten- u. Industrie-Büro, Josef Trippacher, IR, ☎ Vu 456 N, Hammerlandstr. 31, ☒ 26, Inh: Jos. Trippacher <box>170 668 476 712</box>
directory-entry: — F., Capellenstr. 20, ☒ 5 <box>810 1354 955 1368</box>
directory-entry: Berg, Wilh., Fensterputzer, Marienthalerstrasse 67, H. B, ☒ 23 <box>170 152 480 180</box>
directory-entry: — Ed., Ingenieur, ☎ No 3032, Eppendorferweg 172, ☒ 30 <box>490 624 789 652</box>
directory-entry: Bergedorf — <box>170 1007 243 1021</box>
directory-entry: — Wwe., A., Nagelsweg 79, ☒ 15 <box>490 1199 678 1213</box>
directory-entry: — Hans, Kolonialw., ☎ M 1654, hint. d. Höfen 52, ☒ 26 <box>170 1553 468 1581</box>
directory-entry: ⊙ L. H. Berger, Collani & Co., IR, Uniformen u. Militäreffekten, Tressen usw., auch für Export, BCto: Deutsche B. Fil. Hbg., ☎ El 3963, Dammthorstr. 4, ☒ 36 <box>1118 1479 1412 1538</box>
side-label-plastic: Plastic Covered Document <box>8 223 49 680</box>
column-1 <box>170 152 480 1982</box>
directory-entry: — Hans, Kaufm., Saling 17, ☒ 26 <box>1118 550 1306 564</box>
directory-entry: Berg-Andersen, K., Geschäftf. d. Becker & Mantels G. m. b. H., v. Essenstr. 24 <box>170 447 475 475</box>
directory-entry: — Frau A. C. D., ☎ No 3274, Schanzenstrasse 67, ☒ 6 <box>490 1523 799 1537</box>
directory-entry: — Franz X., Klempner u. Mechaniker, BCto: Hamb. Priv.-B., Hohestr. 24, ☒ 5 <box>1118 181 1409 210</box>
directory-entry: — Albrecht, Dr. jr., Staatsanw., ☎ Vu 3943, Hagedornstr. 49, ☒ 37 <box>490 727 736 755</box>
directory-entry: Bergbau — <box>170 653 234 667</box>
directory-entry: — Frau A., Jacobikirchhof 24, ☒ 1 <box>170 1258 362 1272</box>
column-2 <box>490 152 800 1982</box>
directory-entry: — Heinr., Schiffskoch, Revalerstr. 6, ☒ 5 <box>490 771 720 785</box>
directory-entry: — Heinr., Reisender, Oberaltenallee 20 <box>1118 594 1340 608</box>
directory-entry: — L., Wagnerstr. 25, ☒ 22 <box>1118 1405 1266 1419</box>
directory-entry: — W., Maschinist, Gärtnerstr. 15, ☒ 30 <box>170 506 390 519</box>
directory-entry: — Ernst, Gewerbeschullehrer, Goldbeckufer 29, ☒ 39 <box>810 1206 1114 1220</box>
directory-entry: — Fritz, Buchhltr., kl. Schäferkamp 16, H. C, ☒ 6 <box>490 417 769 431</box>
directory-entry: — E., Eilbecktal 4, ☒ 23 <box>810 867 947 881</box>
directory-entry: Berger — <box>810 152 865 165</box>
